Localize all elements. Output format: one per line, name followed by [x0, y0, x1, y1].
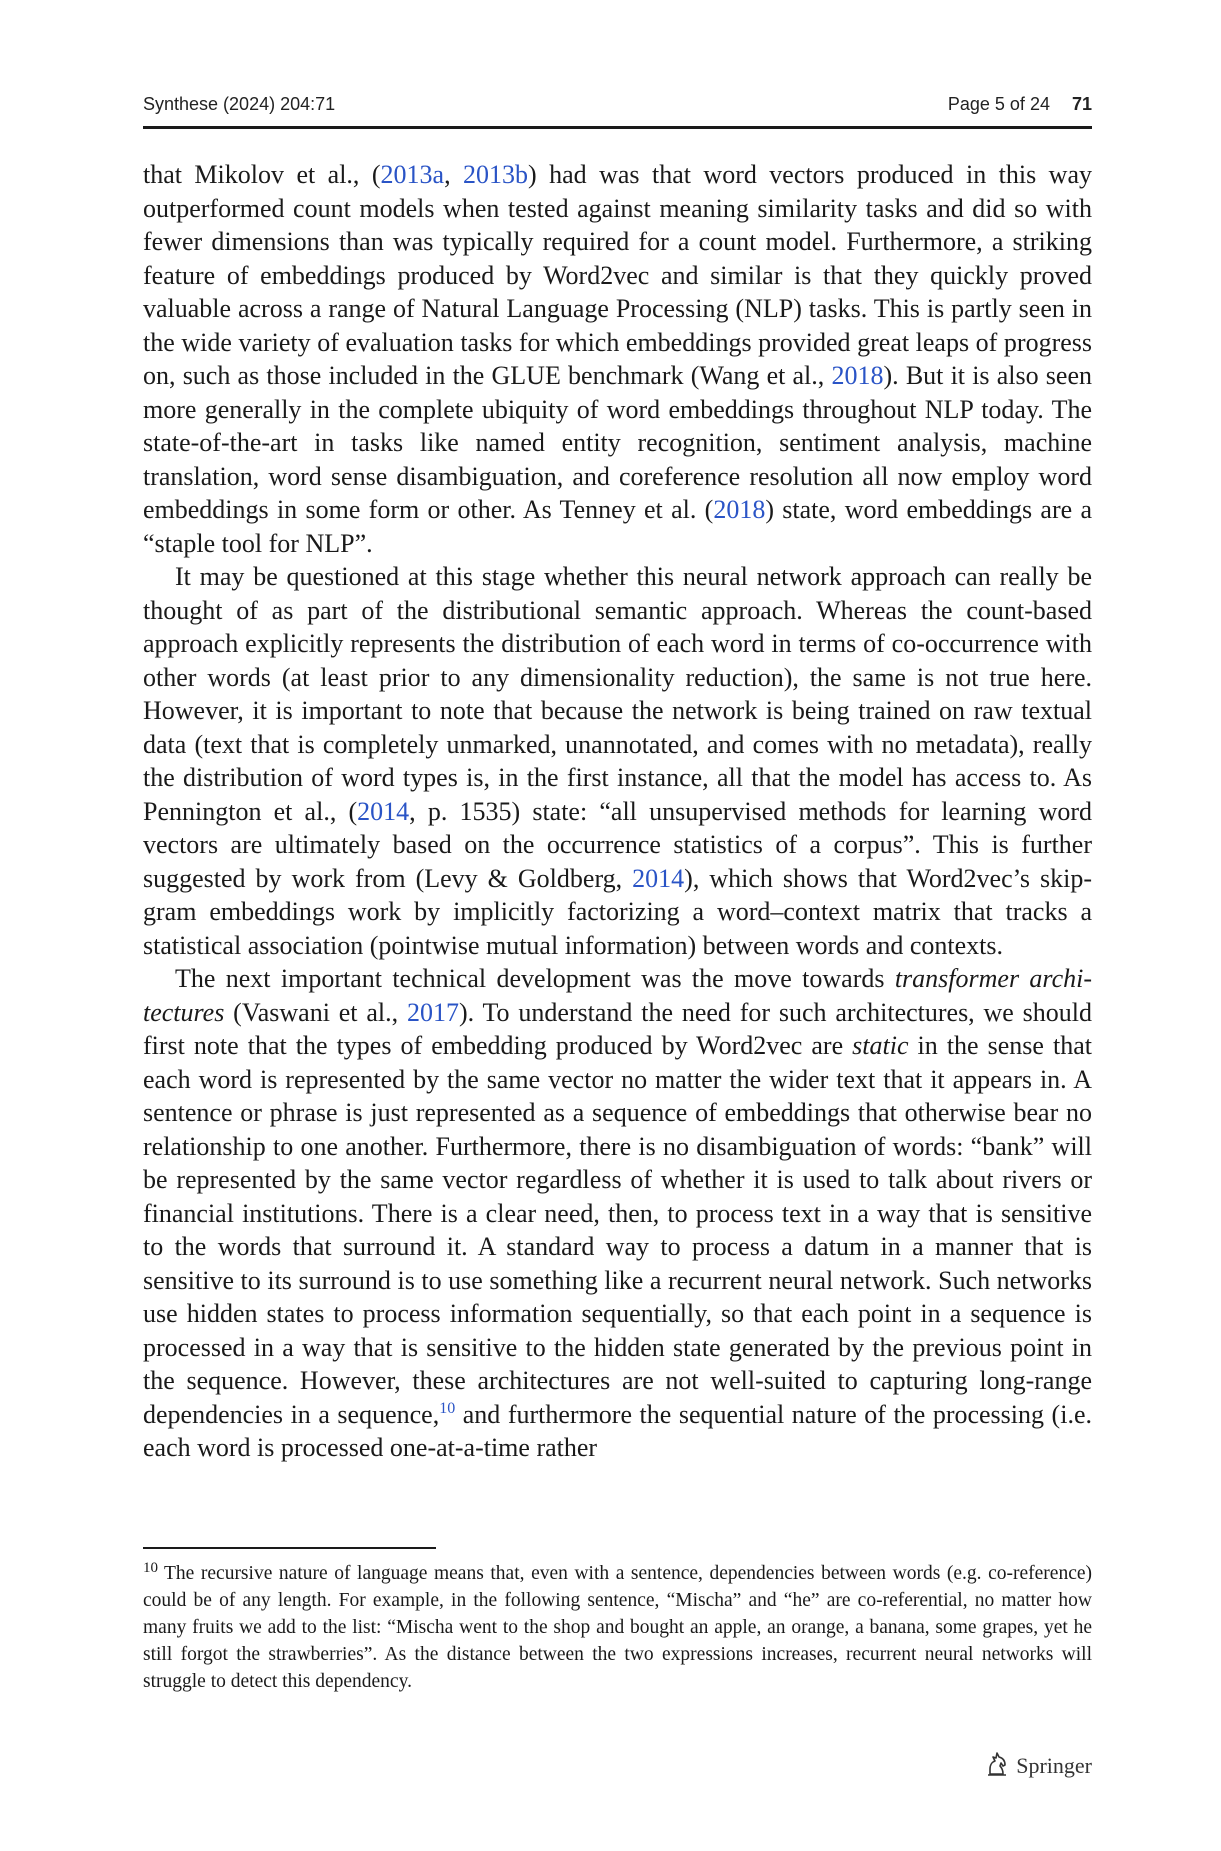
publisher-logo — [984, 1748, 1092, 1784]
text-run: ), which shows that Word2vec’s skip-gram embeddings work by implicitly factorizing a word–context matrix that tracks a statistical association (pointwise mutual information) between words and contexts. — [143, 863, 1092, 960]
text-run: in the sense that each word is represented by the same vector no matter the wider text that it appears in. A sentence or phrase is just represented as a sequence of embeddings that otherwise bear no relationship to one another. Furthermore, there is no disambiguation of words: “bank” will be represented by the same vector regardless of whether it is used to talk about rivers or financial institutions. There is a clear need, then, to process text in a way that is sensitive to the words that surround it. A standard way to process a datum in a manner that is sensitive to its surround is to use something like a recurrent neural network. Such networks use hidden states to process information sequentially, so that each point in a sequence is processed in a way that is sensitive to the hidden state generated by the previous point in the sequence. However, these architectures are not well-suited to capturing long-range dependencies in a sequence, — [143, 1031, 1092, 1429]
footnote-rule — [143, 1547, 436, 1549]
body-text — [143, 158, 1092, 1465]
page-indicator — [948, 94, 1092, 115]
text-run: ). But it is also seen more generally in the complete ubiquity of word embeddings throughout NLP today. The state-of-the-art in tasks like named entity recognition, sentiment analysis, machine translation, word sense disambiguation, and coreference resolution all now employ word embeddings in some form or other. As Tenney et al. ( — [143, 361, 1092, 524]
emphasis-term: static — [852, 1031, 909, 1060]
text-run: , — [444, 160, 464, 189]
article-number: 71 — [1071, 94, 1092, 114]
citation-link-mikolov-2013a[interactable]: 2013a — [380, 160, 445, 189]
text-run: (Vaswani et al., — [224, 997, 407, 1027]
citation-link-mikolov-2013b[interactable]: 2013b — [463, 160, 529, 189]
citation-link-wang-2018[interactable]: 2018 — [831, 361, 884, 390]
text-run: The next important technical development was the move towards — [175, 964, 895, 993]
text-run: , p. 1535) state: “all unsupervised methods for learning word vectors are ultimately based on the occurrence statistics of a corpus”. This is further suggested by work from (Levy & Goldberg, — [143, 796, 1092, 893]
text-run: ). To understand the need for such architectures, we should first note that the types of embedding produced by Word2vec are — [143, 997, 1092, 1060]
publisher-name: Springer — [1016, 1753, 1092, 1778]
footnote-10 — [143, 1560, 1092, 1695]
citation-link-tenney-2018[interactable]: 2018 — [713, 495, 766, 524]
text-run: and furthermore the sequential nature of the processing (i.e. each word is processed one-at-a-time rather — [143, 1399, 1092, 1462]
paragraph-2 — [143, 560, 1092, 962]
citation-link-vaswani-2017[interactable]: 2017 — [406, 997, 459, 1027]
footnote-ref-10[interactable]: 10 — [439, 1399, 456, 1417]
springer-horse-icon — [984, 1749, 1010, 1783]
citation-link-pennington-2014[interactable]: 2014 — [357, 796, 410, 826]
text-run: It may be questioned at this stage whether this neural network approach can really be thought of as part of the distributional semantic approach. Whereas the count-based approach explicitly represents the distribution of each word in terms of co-occurrence with other words (at least prior to any dimensionality reduction), the same is not true here. However, it is important to note that because the network is being trained on raw textual data (text that is completely unmarked, unannotated, and comes with no metadata), really the distribution of word types is, in the first instance, all that the model has access to. As Pennington et al., ( — [143, 562, 1092, 826]
springer-horse-icon-graphic — [984, 1749, 1010, 1777]
footnote-number: 10 — [143, 1560, 158, 1576]
text-run: ) state, word embeddings are a “staple tool for NLP”. — [143, 495, 1092, 558]
journal-citation: Synthese (2024) 204:71 — [143, 94, 336, 114]
paragraph-3 — [143, 962, 1092, 1465]
footnote-text: The recursive nature of language means that, even with a sentence, dependencies between words (e.g. co-reference) could be of any length. For example, in the following sentence, “Mischa” and “he” are co-referential, no matter how many fruits we add to the list: “Mischa went to the shop and bought an apple, an orange, a banana, some grapes, yet he still forgot the strawberries”. As the distance between the two expressions increases, recurrent neural networks will struggle to detect this dependency. — [143, 1563, 1092, 1692]
citation-link-levy-2014[interactable]: 2014 — [632, 863, 685, 893]
paragraph-1 — [143, 158, 1092, 560]
running-header — [143, 92, 1092, 122]
header-rule — [143, 126, 1092, 129]
text-run: ) had was that word vectors produced in this way outperformed count models when tested against meaning similarity tasks and did so with fewer dimensions than was typically required for a count model. Furthermore, a striking feature of embeddings produced by Word2vec and similar is that they quickly proved valuable across a range of Natural Language Processing (NLP) tasks. This is partly seen in the wide variety of evaluation tasks for which embeddings provided great leaps of progress on, such as those included in the GLUE benchmark (Wang et al., — [143, 160, 1092, 390]
page-of-label: Page 5 of 24 — [947, 94, 1050, 114]
emphasis-term: transformer architectures — [143, 964, 1093, 1027]
text-run: that Mikolov et al., ( — [143, 160, 381, 189]
